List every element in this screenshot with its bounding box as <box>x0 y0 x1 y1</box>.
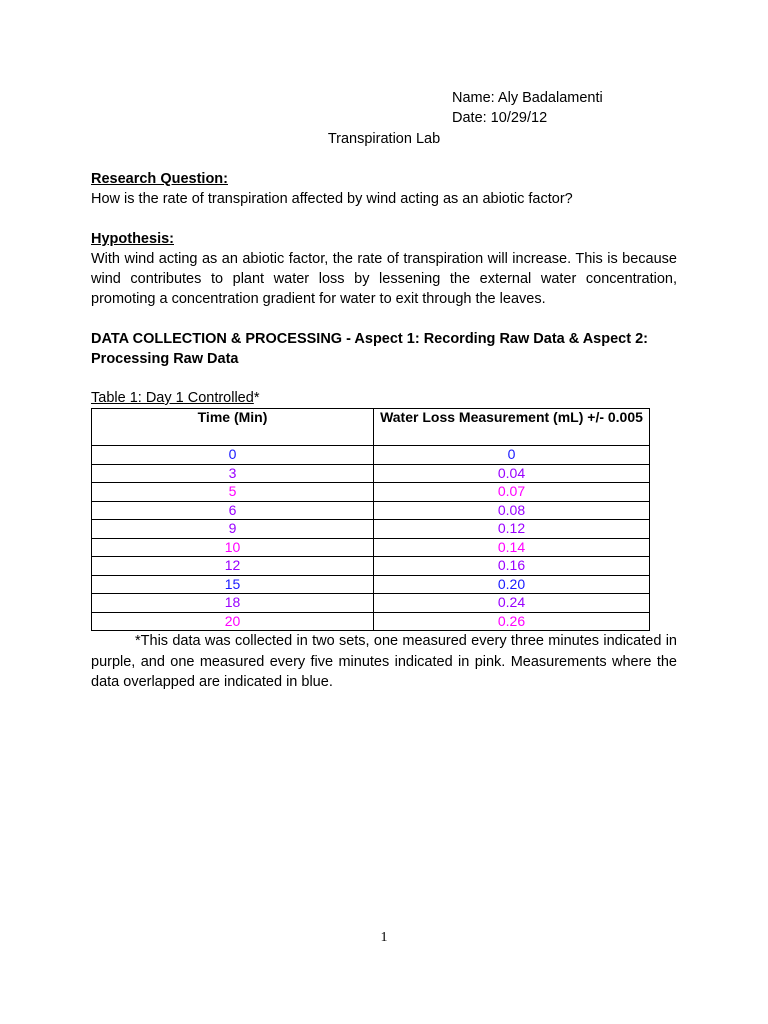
table-row <box>92 483 650 502</box>
time-cell: 9 <box>92 520 374 539</box>
table-row <box>92 538 650 557</box>
water-loss-cell: 0.14 <box>374 538 650 557</box>
document-title-text: Transpiration Lab <box>327 131 441 147</box>
time-cell: 18 <box>92 594 374 613</box>
time-cell: 3 <box>92 464 374 483</box>
table-row <box>92 501 650 520</box>
header-water-loss: Water Loss Measurement (mL) +/- 0.005 <box>374 409 650 446</box>
table-caption-line <box>91 388 677 408</box>
document-title <box>0 129 768 149</box>
data-section-heading: DATA COLLECTION & PROCESSING - Aspect 1: Recording Raw Data & Aspect 2: Processing Raw Data <box>91 331 648 367</box>
table-row <box>92 612 650 631</box>
document-date: Date: 10/29/12 <box>452 110 548 126</box>
time-cell: 15 <box>92 575 374 594</box>
table-caption-mark: * <box>253 390 260 406</box>
table-row <box>92 594 650 613</box>
time-cell: 20 <box>92 612 374 631</box>
research-question-section <box>91 169 677 209</box>
table-footnote <box>91 631 677 693</box>
water-loss-cell: 0.16 <box>374 557 650 576</box>
research-question-heading: Research Question: <box>91 171 228 187</box>
hypothesis-heading: Hypothesis: <box>91 231 174 247</box>
research-question-text: How is the rate of transpiration affected by wind acting as an abiotic factor? <box>91 191 573 207</box>
time-cell: 10 <box>92 538 374 557</box>
table-row <box>92 446 650 465</box>
page-number: 1 <box>380 930 388 945</box>
author-name: Name: Aly Badalamenti <box>452 90 603 106</box>
water-loss-cell: 0.24 <box>374 594 650 613</box>
table-header-row <box>92 409 650 446</box>
water-loss-cell: 0.26 <box>374 612 650 631</box>
water-loss-cell: 0.07 <box>374 483 650 502</box>
water-loss-cell: 0 <box>374 446 650 465</box>
water-loss-cell: 0.04 <box>374 464 650 483</box>
water-loss-table <box>91 408 650 631</box>
table-row <box>92 464 650 483</box>
table-body <box>92 446 650 631</box>
time-cell: 12 <box>92 557 374 576</box>
hypothesis-section <box>91 229 677 309</box>
time-cell: 5 <box>92 483 374 502</box>
table-row <box>92 575 650 594</box>
hypothesis-text: With wind acting as an abiotic factor, the rate of transpiration will increase. This is because wind contributes to plant water loss by lessening the external water concentration, promoting a concentration gradient for water to exit through the leaves. <box>91 251 677 307</box>
time-cell: 6 <box>92 501 374 520</box>
water-loss-cell: 0.08 <box>374 501 650 520</box>
header-time: Time (Min) <box>92 409 374 446</box>
table-caption: Table 1: Day 1 Controlled <box>91 390 254 406</box>
water-loss-cell: 0.12 <box>374 520 650 539</box>
footnote-text: *This data was collected in two sets, one measured every three minutes indicated in purple, and one measured every five minutes indicated in pink. Measurements where the data overlapped are indicated in blue. <box>91 633 677 690</box>
table-row <box>92 557 650 576</box>
water-loss-cell: 0.20 <box>374 575 650 594</box>
time-cell: 0 <box>92 446 374 465</box>
table-row <box>92 520 650 539</box>
